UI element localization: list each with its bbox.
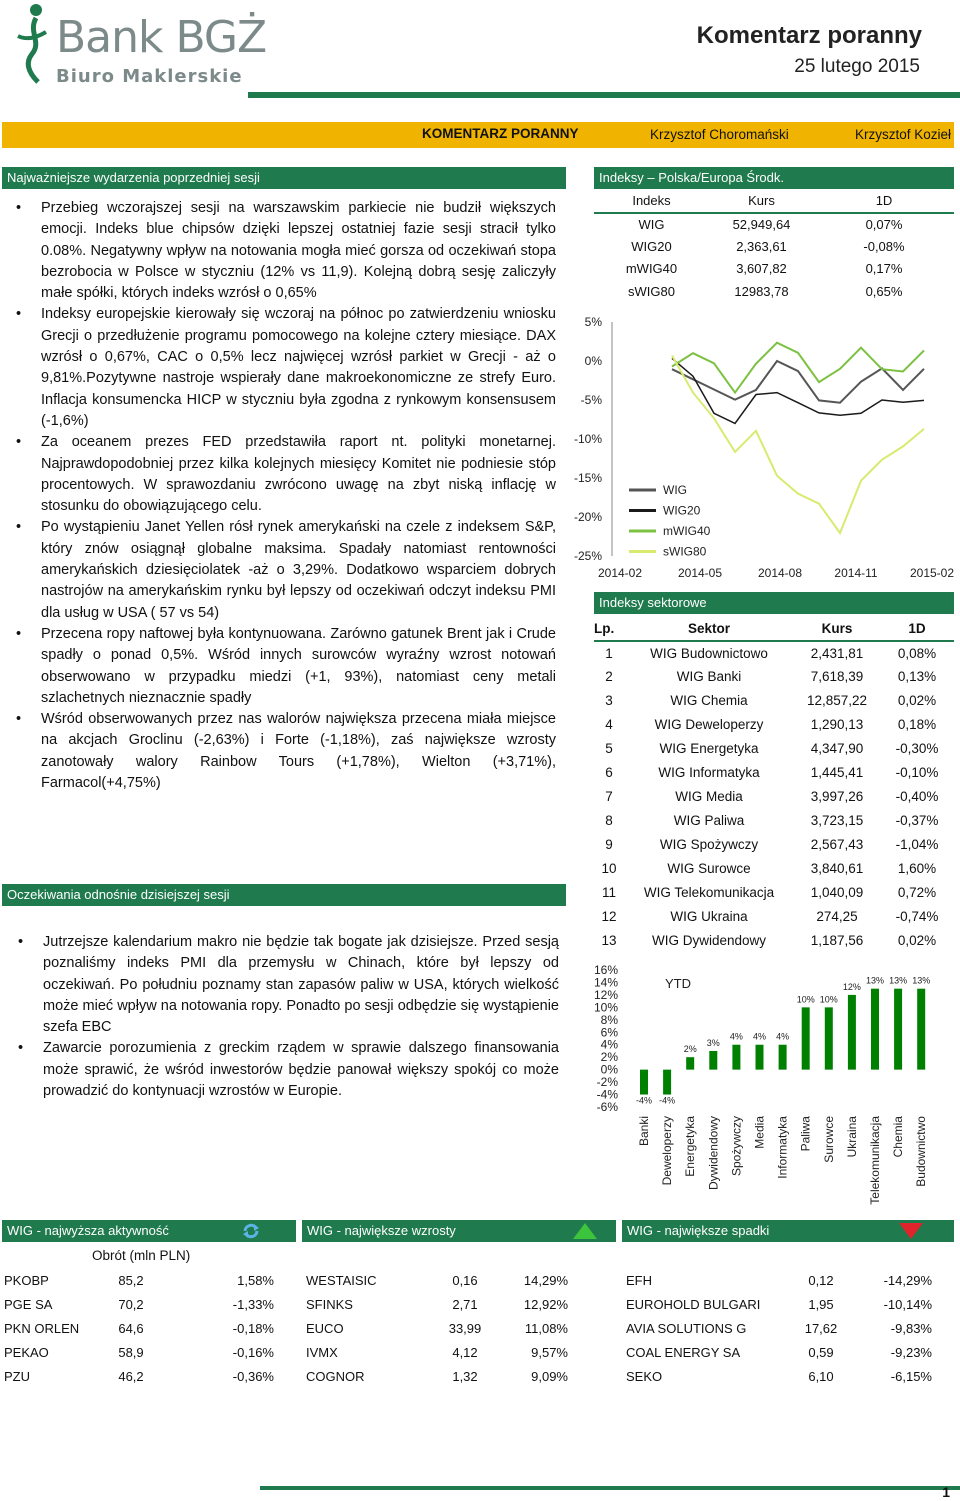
- y-tick-label: 16%: [593, 963, 618, 977]
- activity-subheader: Obrót (mln PLN): [92, 1248, 191, 1263]
- down-arrow-icon: [898, 1222, 924, 1240]
- x-tick-label: Banki: [637, 1116, 651, 1147]
- table-cell: WIG Surowce: [667, 861, 751, 876]
- table-cell: 1,290,13: [810, 717, 864, 732]
- table-cell: -0,40%: [895, 789, 939, 804]
- table-cell: 12983,78: [734, 283, 789, 299]
- y-tick-label: 4%: [600, 1037, 618, 1052]
- x-tick-label: Chemia: [891, 1116, 906, 1158]
- table-row: [306, 1364, 568, 1388]
- chart-title: YTD: [665, 976, 691, 991]
- bar: [663, 1070, 671, 1095]
- sectors-section-header: Indeksy sektorowe: [594, 592, 954, 614]
- table-cell: WIG Informatyka: [658, 765, 760, 780]
- table-row: [594, 857, 954, 881]
- x-tick-label: Ukraina: [844, 1116, 859, 1158]
- table-cell: WIG Banki: [676, 669, 742, 684]
- table-cell: 1,60%: [897, 861, 937, 876]
- table-cell: 1: [605, 645, 613, 661]
- list-item: • Wśród obserwowanych przez nas walorów największa przecena miała miejsce na akcjach Groclinu (-2,63%) i Forte (-1,18%), zaś największe wzrosty zanotowały walory Rainbow Tours (+1,78%), Wielton (+3,71%), Farmacol(+4,75%): [6, 709, 556, 794]
- doc-date: 25 lutego 2015: [794, 56, 920, 77]
- table-cell: 2,567,43: [810, 837, 864, 852]
- table-cell: -10,14%: [883, 1296, 932, 1312]
- table-cell: sWIG80: [628, 283, 675, 299]
- table-row: [4, 1364, 274, 1388]
- y-tick-label: -2%: [596, 1075, 618, 1090]
- y-tick-label: 8%: [600, 1012, 618, 1027]
- sectors-body: [594, 641, 954, 953]
- table-row: [594, 785, 954, 809]
- data-label: 4%: [776, 1031, 790, 1042]
- x-tick-label: Surowce: [821, 1116, 836, 1163]
- y-tick-label: 10%: [593, 1000, 618, 1015]
- indices-section-header: Indeksy – Polska/Europa Środk.: [594, 167, 954, 189]
- table-cell: WIG Dywidendowy: [651, 933, 767, 948]
- table-cell: 0,65%: [865, 283, 903, 299]
- table-cell: 8: [605, 813, 613, 828]
- table-row: [306, 1340, 568, 1364]
- bar: [871, 989, 879, 1070]
- losers-title: WIG - największe spadki: [627, 1223, 770, 1238]
- x-tick-label: 2014-05: [677, 566, 723, 580]
- table-cell: 12,857,22: [806, 693, 868, 708]
- bar: [802, 1007, 810, 1069]
- table-cell: 2,431,81: [810, 645, 864, 661]
- expectations-list: [8, 932, 559, 1102]
- x-tick-label: Media: [752, 1116, 767, 1149]
- table-cell: EFH: [626, 1272, 652, 1288]
- expectations-section-header: Oczekiwania odnośnie dzisiejszej sesji: [2, 884, 566, 906]
- x-tick-label: Budownictwo: [914, 1116, 929, 1187]
- list-item: • Zawarcie porozumienia z greckim rządem w sprawie dalszego finansowania może sprawić, że wśród inwestorów będzie panował większy spokój co może prowadzić do kontynuacji wzrostów w Europie.: [8, 1038, 559, 1102]
- bar: [779, 1045, 787, 1070]
- table-row: [594, 881, 954, 905]
- table-cell: 52,949,64: [732, 216, 791, 232]
- events-section-header: Najważniejsze wydarzenia poprzedniej sesji: [2, 167, 566, 189]
- table-row: [626, 1316, 932, 1340]
- table-cell: 4,12: [452, 1344, 478, 1360]
- table-cell: 9: [605, 837, 613, 852]
- page-number: 1: [942, 1484, 950, 1500]
- table-cell: -0,37%: [895, 813, 939, 828]
- list-item: • Przebieg wczorajszej sesji na warszawskim parkiecie nie budził większych emocji. Indeks blue chipsów dzięki lepszej ostatniej fazie sesji stracił tylko 0.08%. Negatywny wpływ na notowania mogła mieć gorsza od oczekiwań stopa bezrobocia w Polsce w styczniu (12% vs 11,9). Kolejną dobrą sesję zaliczyły małe spółki, których indeks wzrósł o 0,65%: [6, 198, 556, 304]
- table-cell: 4,347,90: [810, 741, 864, 756]
- list-item: • Za oceanem prezes FED przedstawiła raport nt. polityki monetarnej. Najprawdopodobniej przez kilka kolejnych miesięcy Komitet nie podniesie stóp procentowych. W sprawozdaniu zwrócono uwagę na zbyt niską inflację w stosunku do obowiązującego celu.: [6, 432, 556, 517]
- table-row: [626, 1292, 932, 1316]
- table-cell: 33,99: [448, 1320, 482, 1336]
- table-cell: 17,62: [804, 1320, 838, 1336]
- y-tick-label: 5%: [584, 315, 602, 329]
- y-tick-label: -6%: [596, 1100, 618, 1114]
- table-cell: 2,363,61: [736, 238, 787, 254]
- table-cell: 1,040,09: [810, 885, 864, 900]
- table-cell: 3,607,82: [736, 261, 787, 277]
- list-item: • Indeksy europejskie kierowały się wczoraj na północ po zatwierdzeniu wniosku Grecji o przedłużenie programu pomocowego na kolejne cztery miesiące. DAX wzrósł o 0,67%, CAC o 0,5% lecz najwięcej wzrósł parkiet w Grecji - aż o 9,81%.Pozytywne nastroje wspierały dane makroekonomiczne ze strefy Euro. Inflacja konsumencka HICP w styczniu była zgodna z rynkowym konsensusem (-1,6%): [6, 304, 556, 432]
- table-cell: 10: [601, 861, 617, 876]
- data-label: 4%: [752, 1031, 767, 1042]
- table-cell: 0,59: [808, 1344, 834, 1360]
- table-cell: 2: [605, 669, 613, 684]
- table-row: [594, 929, 954, 953]
- table-cell: WIG Ukraina: [670, 909, 748, 924]
- table-row: [306, 1268, 568, 1292]
- brand-subtitle: Biuro Maklerskie: [56, 66, 243, 87]
- legend-label: WIG: [663, 483, 687, 497]
- sectors-header-rate: Kurs: [821, 621, 853, 637]
- table-cell: 3: [605, 693, 613, 708]
- bar: [894, 989, 902, 1070]
- list-item: • Po wystąpieniu Janet Yellen rósł rynek amerykański na czele z indeksem S&P, który znów osiągnął globalne maksima. Spadały natomiast rentowności amerykańskich dziesięciolatek -aż o 3,29%. Dodatkowo wsparciem dobrych nastrojów na amerykańskim rynku był lepszy od oczekiwań odczyt indeksu PMI dla usług w USA ( 57 vs 54): [6, 517, 556, 623]
- table-cell: EUCO: [306, 1320, 344, 1336]
- data-label: -4%: [635, 1095, 653, 1106]
- table-cell: 0,72%: [897, 885, 937, 900]
- bar: [709, 1051, 717, 1070]
- table-row: [4, 1340, 274, 1364]
- table-cell: 2,71: [452, 1296, 478, 1312]
- author-1: Krzysztof Choromański: [650, 127, 789, 142]
- data-label: 4%: [729, 1031, 743, 1042]
- table-cell: WIG Deweloperzy: [654, 717, 764, 732]
- table-cell: 85,2: [118, 1272, 144, 1288]
- table-cell: 3,723,15: [810, 813, 864, 828]
- series-line-wig: [672, 361, 924, 403]
- sectors-header-change: 1D: [908, 621, 926, 637]
- refresh-icon: [242, 1223, 260, 1239]
- sector-ytd-bar-chart: [590, 960, 940, 1210]
- losers-section-header: [622, 1220, 954, 1242]
- data-label: 13%: [865, 975, 885, 986]
- table-cell: 3,840,61: [810, 861, 864, 876]
- table-cell: WIG Telekomunikacja: [643, 885, 775, 900]
- table-cell: WIG Paliwa: [673, 813, 745, 828]
- table-cell: -0,74%: [895, 909, 939, 924]
- bar: [732, 1045, 740, 1070]
- x-tick-label: Informatyka: [775, 1116, 790, 1179]
- bar: [917, 989, 925, 1070]
- table-cell: 274,25: [816, 909, 858, 924]
- list-item: • Przecena ropy naftowej była kontynuowana. Zarówno gatunek Brent jak i Crude spadły o ponad 0,5%. Wśród innych surowców wyraźny wzrost notowań obserwowano w przypadku miedzi (+1, 93%), natomiast ceny metali szlachetnych nieznacznie spadły: [6, 624, 556, 709]
- table-cell: 11: [601, 885, 616, 900]
- activity-section-header: [2, 1220, 296, 1242]
- table-cell: PGE SA: [4, 1296, 53, 1312]
- table-cell: 6: [605, 765, 613, 780]
- table-cell: WIG20: [631, 238, 672, 254]
- y-tick-label: -15%: [573, 471, 602, 485]
- table-row: [594, 689, 954, 713]
- x-tick-label: Spożywczy: [729, 1116, 744, 1177]
- table-cell: 1,58%: [237, 1272, 274, 1288]
- doc-title: Komentarz poranny: [696, 22, 922, 49]
- activity-table: [4, 1268, 274, 1388]
- table-cell: 4: [605, 717, 613, 732]
- x-tick-label: 2014-11: [834, 566, 878, 580]
- band-title: KOMENTARZ PORANNY: [422, 126, 579, 141]
- table-cell: 1,32: [452, 1368, 478, 1384]
- gainers-title: WIG - największe wzrosty: [307, 1223, 456, 1238]
- sectors-table: [594, 618, 954, 953]
- table-row: [594, 809, 954, 833]
- header-divider: [248, 92, 960, 98]
- footer-divider: [260, 1486, 960, 1490]
- table-cell: WIG Budownictowo: [650, 645, 768, 661]
- table-cell: -1,04%: [895, 837, 939, 852]
- table-cell: SFINKS: [306, 1296, 353, 1312]
- table-cell: 0,12: [808, 1272, 834, 1288]
- table-cell: COAL ENERGY SA: [626, 1344, 741, 1360]
- table-row: [594, 905, 954, 929]
- logo: [8, 2, 268, 90]
- table-row: [594, 761, 954, 785]
- table-cell: -9,23%: [890, 1344, 932, 1360]
- legend-label: sWIG80: [663, 544, 707, 559]
- y-tick-label: 14%: [593, 975, 618, 990]
- table-cell: 7,618,39: [810, 669, 864, 684]
- table-row: [4, 1316, 274, 1340]
- table-row: [594, 833, 954, 857]
- bar: [640, 1070, 648, 1095]
- index-line-chart: [573, 300, 955, 590]
- series-line-swig80: [672, 356, 924, 534]
- table-cell: 12,92%: [523, 1296, 568, 1312]
- y-tick-label: -4%: [596, 1087, 618, 1102]
- table-cell: 58,9: [118, 1344, 144, 1360]
- data-label: 10%: [819, 994, 838, 1005]
- table-cell: 0,02%: [897, 693, 937, 708]
- x-tick-label: Deweloperzy: [660, 1116, 675, 1186]
- table-row: [4, 1268, 274, 1292]
- brand-name: Bank BGŻ: [56, 12, 267, 63]
- author-2: Krzysztof Kozieł: [855, 127, 952, 142]
- indices-header-index: Indeks: [632, 193, 671, 209]
- x-tick-label: Energetyka: [683, 1116, 698, 1177]
- x-tick-label: Telekomunikacja: [868, 1116, 882, 1205]
- table-cell: COGNOR: [306, 1368, 365, 1384]
- x-tick-label: 2014-08: [757, 566, 803, 580]
- table-cell: 11,08%: [524, 1320, 568, 1336]
- bar: [848, 995, 856, 1070]
- gainers-table: [306, 1268, 568, 1388]
- bar: [756, 1045, 764, 1070]
- table-cell: 70,2: [118, 1296, 144, 1312]
- indices-header-rate: Kurs: [748, 193, 775, 209]
- y-tick-label: 0%: [584, 354, 602, 368]
- table-cell: WIG Energetyka: [659, 741, 759, 756]
- table-cell: 6,10: [808, 1368, 834, 1384]
- table-cell: 0,08%: [897, 645, 937, 661]
- table-row: [594, 665, 954, 689]
- table-cell: 3,997,26: [810, 789, 864, 804]
- x-tick-label: Paliwa: [798, 1116, 813, 1152]
- activity-title: WIG - najwyższa aktywność: [7, 1223, 169, 1238]
- list-item: • Jutrzejsze kalendarium makro nie będzie tak bogate jak dzisiejsze. Przed sesją poznaliśmy indeks PMI dla przemysłu w Chinach, które był lepszy od oczekiwań. Po południu poznamy stan zapasów paliw w USA, których wielkość może mieć wpływ na notowania ropy. Ponadto po sesji odbędzie się wystąpienie szefa EBC: [8, 932, 559, 1038]
- y-tick-label: -10%: [573, 432, 602, 446]
- table-cell: 64,6: [118, 1320, 144, 1336]
- data-label: 13%: [889, 975, 908, 986]
- table-cell: 0,17%: [865, 261, 903, 277]
- bar: [825, 1007, 833, 1069]
- table-cell: PKN ORLEN: [4, 1320, 80, 1336]
- table-cell: 7: [605, 789, 613, 804]
- table-cell: PKOBP: [4, 1272, 49, 1288]
- data-label: 2%: [683, 1044, 697, 1055]
- table-row: [594, 641, 954, 665]
- table-cell: 0,07%: [865, 216, 903, 232]
- table-cell: 0,13%: [897, 669, 937, 684]
- table-cell: 0,02%: [897, 933, 937, 948]
- x-tick-label: 2015-02: [909, 566, 955, 580]
- legend-label: WIG20: [663, 503, 701, 518]
- table-cell: -6,15%: [890, 1368, 932, 1384]
- table-cell: WIG Chemia: [670, 693, 748, 708]
- table-cell: 1,445,41: [810, 765, 864, 780]
- table-row: [626, 1268, 932, 1292]
- table-cell: PZU: [4, 1368, 30, 1384]
- table-cell: -0,30%: [895, 741, 939, 756]
- y-tick-label: 0%: [600, 1062, 618, 1077]
- table-cell: PEKAO: [4, 1344, 49, 1360]
- table-cell: 13: [601, 933, 617, 948]
- table-cell: -9,83%: [890, 1320, 932, 1336]
- table-cell: WIG Spożywczy: [659, 837, 759, 852]
- x-tick-label: 2014-02: [597, 566, 643, 580]
- table-row: [306, 1316, 568, 1340]
- table-cell: -1,33%: [232, 1296, 274, 1312]
- table-cell: 14,29%: [523, 1272, 568, 1288]
- y-tick-label: -20%: [573, 510, 602, 524]
- table-cell: -0,08%: [863, 238, 905, 254]
- sectors-header-lp: Lp.: [594, 621, 615, 637]
- y-tick-label: 2%: [600, 1050, 618, 1065]
- table-cell: -0,10%: [895, 765, 939, 780]
- table-cell: EUROHOLD BULGARI: [626, 1296, 761, 1312]
- table-cell: -0,18%: [232, 1320, 274, 1336]
- table-cell: -0,36%: [232, 1368, 274, 1384]
- table-cell: 9,09%: [531, 1368, 568, 1384]
- series-line-mwig40: [672, 343, 924, 393]
- y-tick-label: 12%: [593, 987, 618, 1002]
- table-cell: 12: [601, 909, 617, 924]
- table-row: [4, 1292, 274, 1316]
- table-cell: 1,95: [808, 1296, 834, 1312]
- table-cell: 0,18%: [897, 717, 937, 732]
- data-label: -4%: [659, 1095, 676, 1106]
- bar: [686, 1057, 694, 1069]
- title-band: [2, 122, 954, 148]
- table-row: [306, 1292, 568, 1316]
- table-row: [626, 1364, 932, 1388]
- table-cell: 5: [605, 741, 613, 756]
- sectors-header-sector: Sektor: [687, 621, 731, 637]
- up-arrow-icon: [572, 1222, 598, 1240]
- table-cell: -14,29%: [883, 1272, 932, 1288]
- table-row: [594, 235, 954, 258]
- table-cell: WIG Media: [675, 789, 743, 804]
- y-tick-label: -5%: [580, 393, 602, 407]
- table-cell: 0,16: [452, 1272, 478, 1288]
- gainers-section-header: [302, 1220, 616, 1242]
- table-row: [594, 213, 954, 236]
- table-cell: mWIG40: [625, 261, 678, 277]
- data-label: 10%: [796, 994, 815, 1005]
- y-tick-label: 6%: [600, 1025, 618, 1040]
- data-label: 13%: [912, 975, 931, 986]
- table-row: [594, 713, 954, 737]
- table-cell: WIG: [638, 216, 665, 232]
- indices-header-change: 1D: [875, 193, 893, 209]
- y-tick-label: -25%: [573, 549, 602, 563]
- legend-label: mWIG40: [663, 524, 711, 538]
- table-row: [594, 737, 954, 761]
- table-cell: -0,16%: [232, 1344, 274, 1360]
- bank-logo-figure-icon: [8, 2, 58, 84]
- indices-table: [594, 190, 954, 303]
- data-label: 12%: [842, 981, 861, 992]
- table-cell: 46,2: [118, 1368, 144, 1384]
- table-cell: SEKO: [626, 1368, 663, 1384]
- x-tick-label: Dywidendowy: [706, 1116, 721, 1191]
- table-row: [626, 1340, 932, 1364]
- table-row: [594, 258, 954, 281]
- table-cell: AVIA SOLUTIONS G: [626, 1320, 747, 1336]
- events-list: [6, 198, 556, 794]
- table-cell: 1,187,56: [810, 933, 864, 948]
- data-label: 3%: [706, 1037, 720, 1048]
- losers-table: [626, 1268, 932, 1388]
- table-cell: IVMX: [306, 1344, 338, 1360]
- table-cell: WESTAISIC: [306, 1272, 377, 1288]
- table-cell: 9,57%: [531, 1344, 568, 1360]
